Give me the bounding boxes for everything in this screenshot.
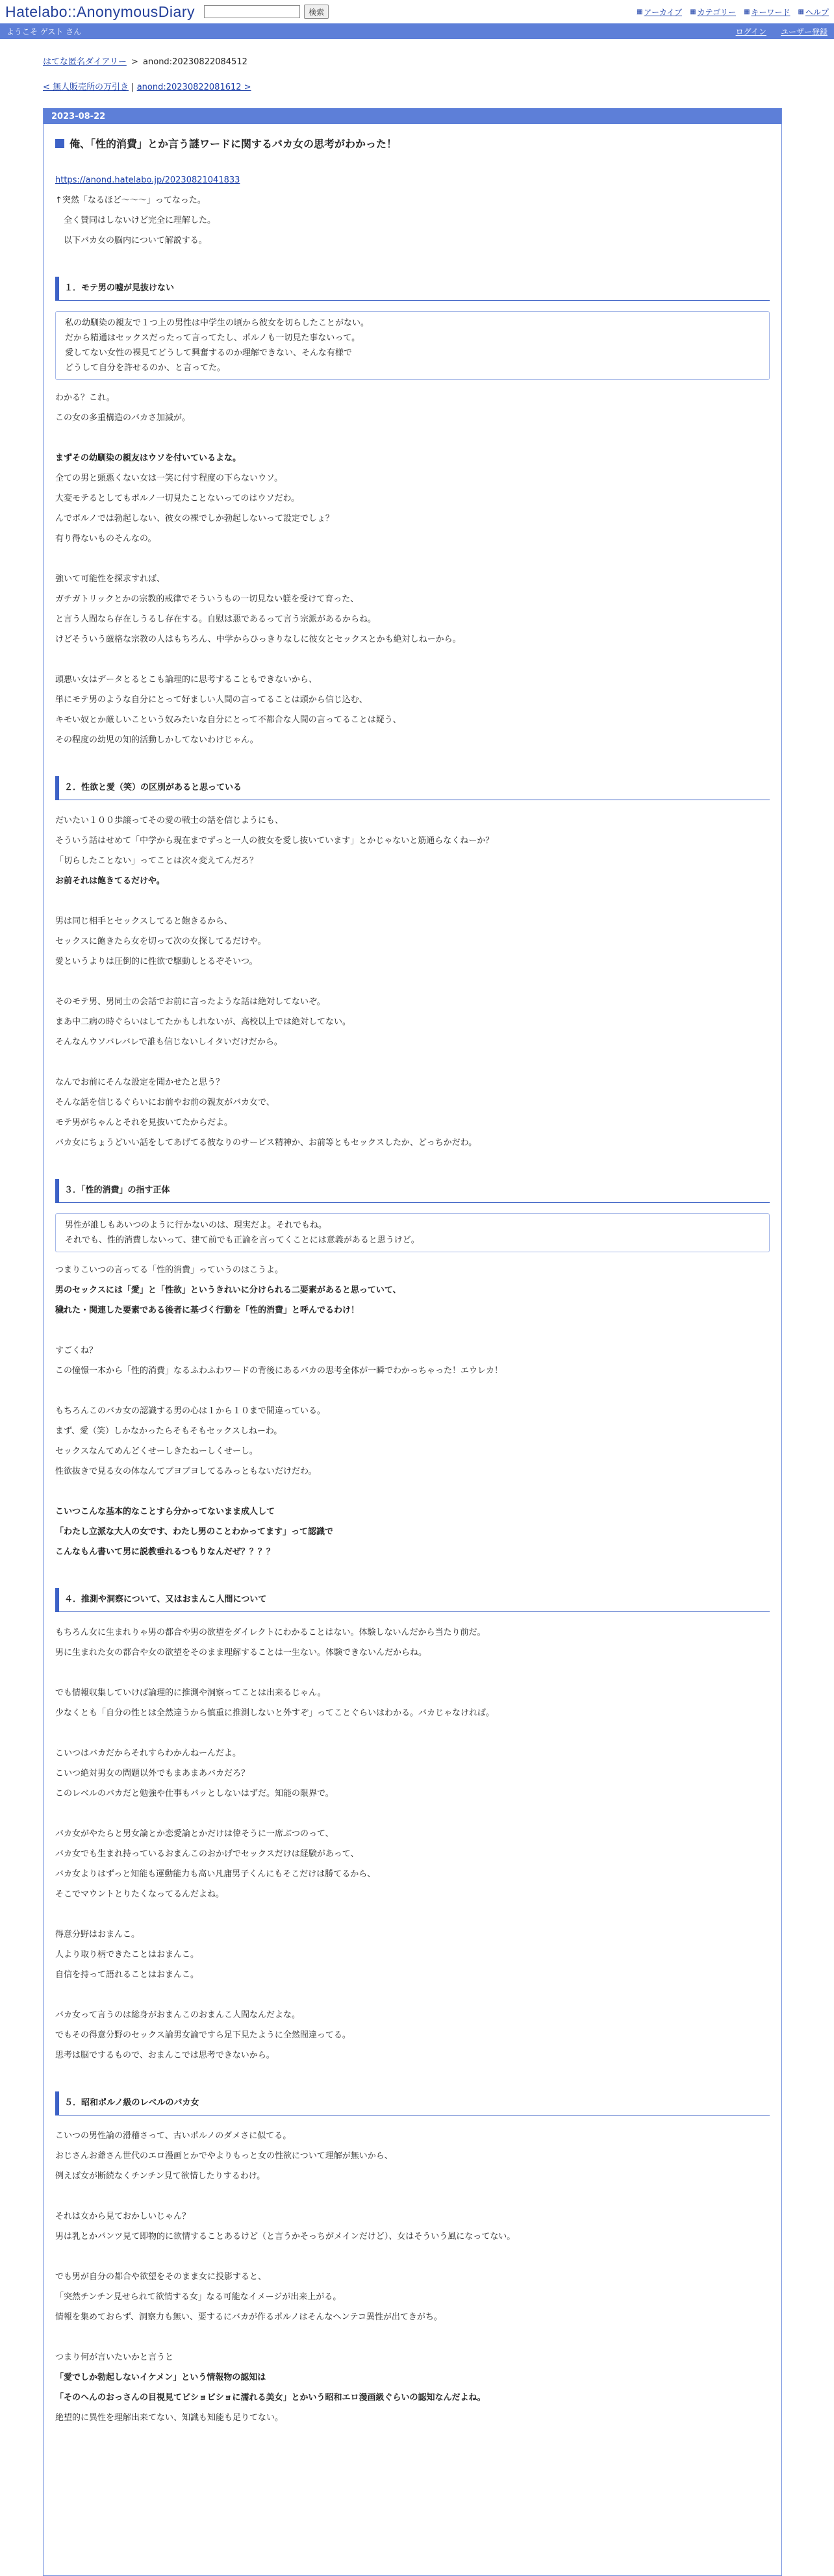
- body-line: まずその幼馴染の親友はウソを付いているよな。: [55, 453, 242, 463]
- body-line: そのモテ男、男同士の会話でお前に言ったような話は絶対してないぞ。: [55, 997, 325, 1007]
- paragraph-gap: [55, 1381, 770, 1401]
- body-line: 全ての男と頭悪くない女は一笑に付す程度の下らないウソ。: [55, 474, 283, 483]
- paragraph-gap: [55, 1482, 770, 1502]
- entry-pager: [43, 80, 834, 92]
- body-line: キモい奴とか厳しいこという奴みたいな自分にとって不都合な人間の言ってることは疑う、: [55, 715, 401, 725]
- body-line: 「わたし立派な大人の女です、わたし男のことわかってます」って認識で: [55, 1527, 333, 1537]
- body-line: バカ女がやたらと男女論とか恋愛論とかだけは偉そうに一席ぶつのって、: [55, 1829, 334, 1839]
- nav-category-link[interactable]: [690, 6, 736, 18]
- square-bullet-icon: [55, 139, 64, 148]
- site-logo[interactable]: Hatelabo::AnonymousDiary: [5, 3, 195, 20]
- paragraph-gap: [55, 1804, 770, 1824]
- body-line: と言う人間なら存在しうるし存在する。自慰は悪であるって言う宗派があるからね。: [55, 614, 377, 624]
- blockquote: [55, 311, 770, 380]
- paragraph-gap: [55, 1904, 770, 1925]
- body-line: 頭悪い女はデータとるとこも論理的に思考することもできないから、: [55, 675, 318, 685]
- body-line: けどそういう厳格な宗教の人はもちろん、中学からひっきりなしに彼女とセックスとかも絶対しねーから。: [55, 635, 461, 644]
- blockquote: [55, 1213, 770, 1252]
- body-line: 情報を集めておらず、洞察力も無い、要するにバカが作るポルノはそんなヘンテコ異性が出てきがち。: [55, 2312, 442, 2322]
- body-line: 有り得ないものそんなの。: [55, 534, 157, 544]
- body-line: 単にモテ男のような自分にとって好ましい人間の言ってることは頭から信じ込む、: [55, 695, 368, 705]
- pager-divider: |: [131, 82, 134, 92]
- paragraph-gap: [55, 428, 770, 448]
- body-line: 少なくとも「自分の性とは全然違うから慎重に推測しないと外すぞ」ってことぐらいはわかる。バカじゃなければ。: [55, 1708, 495, 1718]
- body-line: 「そのへんのおっさんの目視見てビショビショに濡れる美女」とかいう昭和エロ漫画級ぐらいの認知なんだよね。: [55, 2393, 486, 2403]
- body-line: 強いて可能性を探求すれば、: [55, 574, 166, 584]
- body-line: バカ女って言うのは総身がおまんこのおまんこ人間なんだよな。: [55, 2010, 301, 2020]
- paragraph-gap: [55, 891, 770, 911]
- entry-body: [55, 170, 770, 2428]
- body-line: セックスなんてめんどくせーしきたねーしくせーし。: [55, 1446, 258, 1456]
- body-line: お前それは飽きてるだけや。: [55, 876, 165, 886]
- prev-entry-link[interactable]: < 無人販売所の万引き: [43, 82, 129, 92]
- body-line: でも男が自分の都合や欲望をそのまま女に投影すると、: [55, 2272, 267, 2282]
- entry-title: [55, 136, 770, 151]
- body-line: 性欲抜きで見る女の体なんてブヨブヨしてるみっともないだけだわ。: [55, 1467, 317, 1476]
- login-link[interactable]: ログイン: [735, 27, 766, 36]
- grid-icon: ▦: [636, 8, 643, 16]
- nav-category-label: カテゴリー: [697, 7, 737, 17]
- body-line: 例えば女が断続なくチンチン見て欲情したりするわけ。: [55, 2171, 266, 2181]
- site-header: [0, 0, 834, 23]
- intro-line: ↑突然「なるほど〜〜〜」ってなった。: [55, 196, 206, 205]
- paragraph-gap: [55, 1985, 770, 2005]
- day-date: 2023-08-22: [44, 108, 781, 124]
- breadcrumb-current: anond:20230822084512: [143, 57, 247, 67]
- day-section: [43, 108, 782, 2576]
- body-line: でも情報収集していけば論理的に推測や洞察ってことは出来るじゃん。: [55, 1688, 326, 1698]
- body-line: 男に生まれた女の都合や女の欲望をそのまま理解することは一生ない。体験できないんだからね。: [55, 1648, 427, 1658]
- paragraph-gap: [55, 549, 770, 569]
- body-line: 絶望的に異性を理解出来てない、知識も知能も足りてない。: [55, 2413, 284, 2423]
- welcome-text: ようこそ ゲスト さん: [6, 27, 82, 36]
- breadcrumb-separator: >: [131, 57, 138, 67]
- body-line: でもその得意分野のセックス論男女論ですら足下見たように全然間違ってる。: [55, 2030, 351, 2040]
- grid-icon: ▦: [690, 8, 696, 16]
- body-line: まず、愛（笑）しかなかったらそもそもセックスしねーわ。: [55, 1426, 283, 1436]
- body-line: わかる？これ。: [55, 393, 115, 403]
- quote-line: 愛してない女性の裸見てどうして興奮するのか理解できない、そんな有様で: [65, 348, 353, 358]
- breadcrumb: [43, 55, 834, 67]
- body-line: そういう話はせめて「中学から現在までずっと一人の彼女を愛し抜いています」とかじゃないと筋通らなくねーか？: [55, 836, 494, 846]
- paragraph-gap: [55, 2327, 770, 2347]
- body-line: バカ女にちょうどいい話をしてあげてる彼なりのサービス精神か、お前等ともセックスしたか、どっちかだわ。: [55, 1138, 477, 1148]
- body-line: 人より取り柄できたことはおまんこ。: [55, 1950, 199, 1960]
- body-line: このレベルのバカだと勉強や仕事もパッとしないはずだ。知能の限界で。: [55, 1789, 334, 1799]
- body-line: こいつはバカだからそれすらわかんねーんだよ。: [55, 1749, 242, 1758]
- body-line: そんなんウソバレバレで誰も信じないしイタいだけだから。: [55, 1037, 283, 1047]
- body-line: セックスに飽きたら女を切って次の女探してるだけや。: [55, 937, 266, 946]
- grid-icon: ▦: [744, 8, 750, 16]
- section-heading: ３．「性的消費」の指す正体: [55, 1179, 770, 1203]
- quote-line: 私の幼馴染の親友で１つ上の男性は中学生の頃から彼女を切らしたことがない。: [65, 318, 370, 328]
- nav-help-link[interactable]: [798, 6, 829, 18]
- quote-line: それでも、性的消費しないって、建て前でも正論を言ってくことには意義があると思うけど。: [65, 1235, 420, 1245]
- body-line: モテ男がちゃんとそれを見抜いてたからだよ。: [55, 1118, 233, 1128]
- body-line: 男のセックスには「愛」と「性欲」というきれいに分けられる二要素があると思っていて、: [55, 1285, 401, 1295]
- body-line: そんな話を信じるぐらいにお前やお前の親友がバカ女で、: [55, 1098, 275, 1107]
- user-bar: [0, 23, 834, 39]
- body-line: こいつ絶対男女の問題以外でもまあまあバカだろ？: [55, 1769, 250, 1778]
- body-line: つまり何が言いたいかと言うと: [55, 2353, 174, 2362]
- body-line: まあ中二病の時ぐらいはしてたかもしれないが、高校以上では絶対してない。: [55, 1017, 351, 1027]
- paragraph-gap: [55, 1320, 770, 1341]
- search-input[interactable]: [204, 5, 300, 18]
- body-line: こんなもん書いて男に説教垂れるつもりなんだぜ？？？？: [55, 1547, 275, 1557]
- body-line: ガチガトリックとかの宗教的戒律でそういうもの一切見ない躾を受けて育った、: [55, 594, 359, 604]
- entry-title-text: 俺、「性的消費」とか言う謎ワードに関するバカ女の思考がわかった！: [70, 138, 398, 150]
- body-line: つまりこいつの言ってる「性的消費」っていうのはこうよ。: [55, 1265, 284, 1275]
- intro-line: 全く賛同はしないけど完全に理解した。: [55, 216, 216, 225]
- body-line: こいつこんな基本的なことすら分かってないまま成人して: [55, 1507, 275, 1517]
- paragraph-gap: [55, 2247, 770, 2267]
- body-line: そこでマウントとりたくなってるんだよね。: [55, 1889, 225, 1899]
- body-line: すごくね？: [55, 1346, 98, 1356]
- body-line: 得意分野はおまんこ。: [55, 1930, 140, 1939]
- section-heading: １．モテ男の嘘が見抜けない: [55, 277, 770, 301]
- body-line: 愛というよりは圧倒的に性欲で駆動しとるぞそいつ。: [55, 957, 258, 966]
- body-line: 男は同じ相手とセックスしてると飽きるから、: [55, 916, 233, 926]
- nav-help-label: ヘルプ: [805, 7, 829, 17]
- body-line: バカ女でも生まれ持っているおまんこのおかげでセックスだけは経験があって、: [55, 1849, 359, 1859]
- body-line: もちろん女に生まれりゃ男の都合や男の欲望をダイレクトにわかることはない。体験しないんだから当たり前だ。: [55, 1628, 486, 1637]
- body-line: それは女から見ておかしいじゃん？: [55, 2212, 191, 2221]
- paragraph-gap: [55, 1052, 770, 1072]
- section-heading: ５．昭和ポルノ級のレベルのバカ女: [55, 2091, 770, 2115]
- paragraph-gap: [55, 1723, 770, 1743]
- paragraph-gap: [55, 972, 770, 992]
- body-line: 「愛でしか勃起しないイケメン」という情報物の認知は: [55, 2373, 266, 2382]
- body-line: この女の多重構造のバカさ加減が。: [55, 413, 191, 423]
- body-line: 「切らしたことない」ってことは次々変えてんだろ？: [55, 856, 259, 866]
- next-entry-link[interactable]: anond:20230822081612 >: [136, 82, 251, 92]
- search-button[interactable]: 検索: [304, 5, 329, 19]
- breadcrumb-home-link[interactable]: はてな匿名ダイアリー: [43, 57, 127, 67]
- paragraph-gap: [55, 1663, 770, 1683]
- body-line: その程度の幼児の知的活動しかしてないわけじゃん。: [55, 735, 259, 745]
- body-line: 自信を持って語れることはおまんこ。: [55, 1970, 199, 1980]
- nav-keyword-label: キーワード: [751, 7, 790, 17]
- body-line: この憧憬一本から「性的消費」なるふわふわワードの背後にあるバカの思考全体が一瞬でわかっちゃった！エウレカ！: [55, 1366, 503, 1376]
- grid-icon: ▦: [798, 8, 804, 16]
- body-line: 大変モテるとしてもポルノ一切見たことないってのはウソだわ。: [55, 494, 299, 503]
- nav-keyword-link[interactable]: [744, 6, 790, 18]
- paragraph-gap: [55, 650, 770, 670]
- quoted-entry-link[interactable]: https://anond.hatelabo.jp/20230821041833: [55, 175, 240, 185]
- section-heading: ４．推測や洞察について、又はおまんこ人間について: [55, 1588, 770, 1612]
- top-nav: [637, 6, 829, 18]
- body-line: 穢れた・関連した要素である後者に基づく行動を「性的消費」と呼んでるわけ！: [55, 1306, 360, 1315]
- body-line: バカ女よりはずっと知能も運動能力も高い凡庸男子くんにもそこだけは勝てるから、: [55, 1869, 376, 1879]
- quote-line: どうして自分を許せるのか、と言ってた。: [65, 363, 226, 373]
- quote-line: だから精通はセックスだったって言ってたし、ポルノも一切見た事ないって。: [65, 333, 360, 343]
- quote-line: 男性が誰しもあいつのように行かないのは、現実だよ。それでもね。: [65, 1220, 327, 1230]
- body-line: 「突然チンチン見せられて欲情する女」なる可能なイメージが出来上がる。: [55, 2292, 342, 2302]
- main-content: [0, 39, 834, 2576]
- body-line: 男は乳とかパンツ見て即物的に欲情することあるけど（と言うかそっちがメインだけど）、女はそういう風になってない。: [55, 2232, 516, 2241]
- body-line: おじさんお爺さん世代のエロ漫画とかでやよりもっと女の性欲について理解が無いから、: [55, 2151, 393, 2161]
- body-line: だいたい１００歩譲ってその愛の戦士の話を信じようにも、: [55, 816, 284, 826]
- entry: [44, 124, 781, 2428]
- body-line: 思考は脳でするもので、おまんこでは思考できないから。: [55, 2051, 275, 2060]
- nav-archive-link[interactable]: [637, 6, 682, 18]
- body-line: こいつの男性論の滑稽さって、古いポルノのダメさに似てる。: [55, 2131, 292, 2141]
- section-heading: ２．性欲と愛（笑）の区別があると思っている: [55, 776, 770, 800]
- intro-line: 以下バカ女の脳内について解説する。: [55, 236, 207, 246]
- body-line: んでポルノでは勃起しない、彼女の裸でしか勃起しないって設定でしょ？: [55, 514, 334, 524]
- paragraph-gap: [55, 2186, 770, 2206]
- body-line: なんでお前にそんな設定を聞かせたと思う？: [55, 1078, 225, 1087]
- body-line: もちろんこのバカ女の認識する男の心は１から１０まで間違っている。: [55, 1406, 326, 1416]
- register-link[interactable]: ユーザー登録: [780, 27, 828, 36]
- nav-archive-label: アーカイブ: [644, 7, 683, 17]
